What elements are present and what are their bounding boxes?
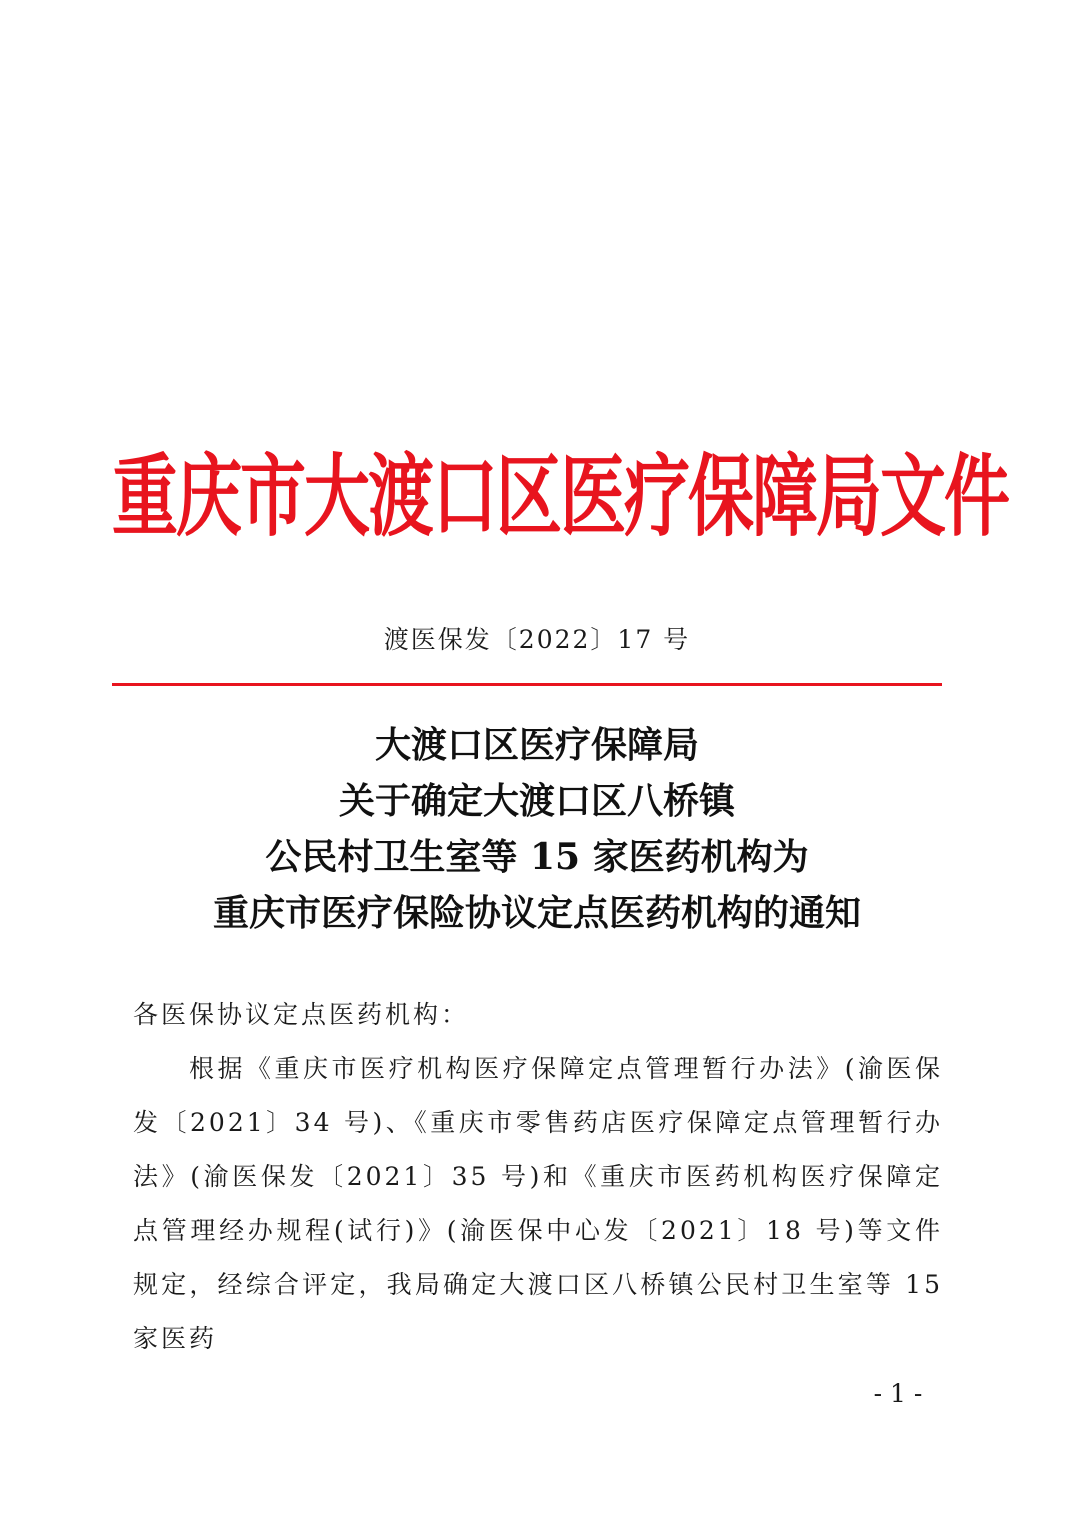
salutation: 各医保协议定点医药机构： (133, 1000, 470, 1029)
notice-title (0, 717, 1074, 941)
notice-body (133, 988, 943, 1366)
title-line-1: 大渡口区医疗保障局 (374, 724, 699, 766)
masthead-title: 重庆市大渡口区医疗保障局文件 (112, 445, 1008, 550)
title-line-4: 重庆市医疗保险协议定点医药机构的通知 (212, 892, 861, 934)
page-number: - 1 - (873, 1379, 923, 1408)
document-number: 渡医保发〔2022〕17 号 (383, 625, 691, 654)
title-line-3: 公民村卫生室等 15 家医药机构为 (265, 836, 809, 878)
body-paragraph: 根据《重庆市医疗机构医疗保障定点管理暂行办法》(渝医保发〔2021〕34 号)、《重庆市零售药店医疗保障定点管理暂行办法》(渝医保发〔2021〕35 号)和《重庆市医药机构医疗保障定点管理经办规程(试行)》(渝医保中心发〔2021〕18 号)等文件规定，经综合评定，我局确定大渡口区八桥镇公民村卫生室等 15 家医药 (133, 1054, 943, 1353)
red-divider-line (112, 683, 942, 686)
title-line-2: 关于确定大渡口区八桥镇 (338, 780, 735, 822)
